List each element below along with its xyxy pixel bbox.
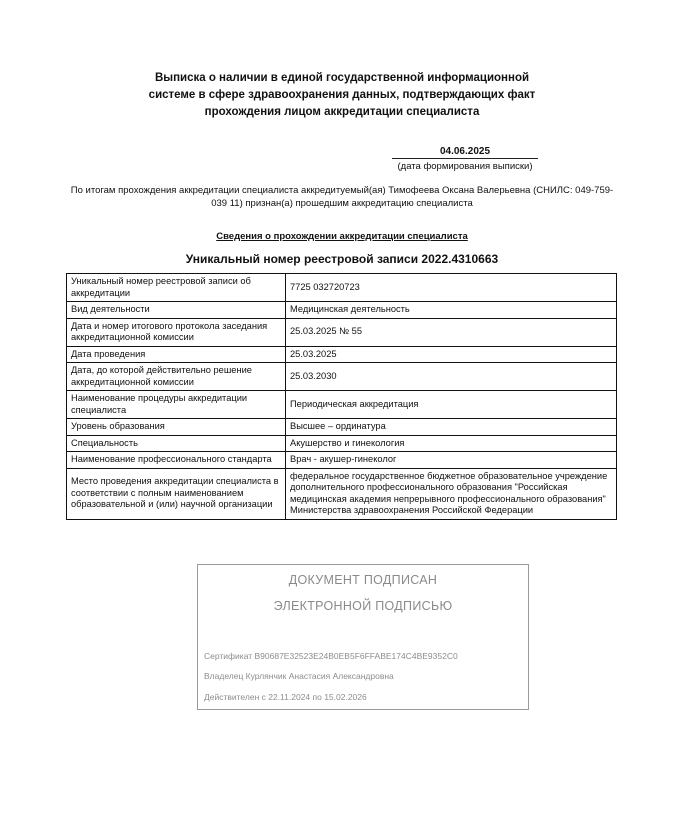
record-number-title: Уникальный номер реестровой записи 2022.4310663: [185, 252, 499, 266]
section-title: Сведения о прохождении аккредитации специалиста: [216, 231, 468, 242]
table-row: [67, 419, 617, 436]
table-row: [67, 468, 617, 519]
intro-paragraph: По итогам прохождения аккредитации специалиста аккредитуемый(ая) Тимофеева Оксана Валерьевна (СНИЛС: 049-759-039 11) признан(а) прошедшим аккредитацию специалиста: [70, 185, 614, 209]
stamp-validity: Действителен с 22.11.2024 по 15.02.2026: [204, 692, 367, 702]
title-line-3: прохождения лицом аккредитации специалиста: [204, 106, 480, 118]
electronic-signature-stamp: [197, 564, 529, 710]
table-value: 7725 032720723: [286, 274, 617, 302]
table-row: [67, 346, 617, 363]
table-key: Уровень образования: [67, 419, 286, 436]
table-value: Акушерство и гинекология: [286, 435, 617, 452]
table-key: Дата проведения: [67, 346, 286, 363]
title-line-2: системе в сфере здравоохранения данных, подтверждающих факт: [148, 89, 536, 101]
stamp-owner: Владелец Курлянчик Анастасия Александровна: [204, 671, 394, 681]
table-row: [67, 435, 617, 452]
table-value: 25.03.2025: [286, 346, 617, 363]
table-row: [67, 318, 617, 346]
table-key: Уникальный номер реестровой записи об аккредитации: [67, 274, 286, 302]
table-key: Место проведения аккредитации специалиста в соответствии с полным наименованием образовательной и (или) научной организации: [67, 468, 286, 519]
table-row: [67, 302, 617, 319]
stamp-heading-line-2: ЭЛЕКТРОННОЙ ПОДПИСЬЮ: [273, 599, 453, 613]
table-value: Медицинская деятельность: [286, 302, 617, 319]
document-title: [140, 70, 544, 121]
accreditation-table: [66, 273, 617, 520]
table-key: Наименование процедуры аккредитации специалиста: [67, 391, 286, 419]
title-line-1: Выписка о наличии в единой государственной информационной: [154, 72, 530, 84]
extract-date-caption: (дата формирования выписки): [397, 161, 533, 172]
extract-date: 04.06.2025: [392, 145, 538, 159]
extract-date-block: [392, 145, 538, 173]
table-value: федеральное государственное бюджетное образовательное учреждение дополнительного профессионального образования "Российская медицинская академия непрерывного профессионального образования" Министерства здравоохранения Российской Федерации: [286, 468, 617, 519]
table-value: Врач - акушер-гинеколог: [286, 452, 617, 469]
stamp-heading-line-1: ДОКУМЕНТ ПОДПИСАН: [288, 573, 438, 587]
table-row: [67, 274, 617, 302]
table-row: [67, 391, 617, 419]
table-key: Вид деятельности: [67, 302, 286, 319]
table-value: Высшее – ординатура: [286, 419, 617, 436]
table-row: [67, 363, 617, 391]
table-value: 25.03.2025 № 55: [286, 318, 617, 346]
table-value: 25.03.2030: [286, 363, 617, 391]
table-row: [67, 452, 617, 469]
table-key: Наименование профессионального стандарта: [67, 452, 286, 469]
stamp-certificate: Сертификат B90687E32523E24B0EB5F6FFABE174C4BE9352C0: [204, 651, 458, 661]
table-key: Дата, до которой действительно решение аккредитационной комиссии: [67, 363, 286, 391]
table-key: Специальность: [67, 435, 286, 452]
table-value: Периодическая аккредитация: [286, 391, 617, 419]
table-key: Дата и номер итогового протокола заседания аккредитационной комиссии: [67, 318, 286, 346]
